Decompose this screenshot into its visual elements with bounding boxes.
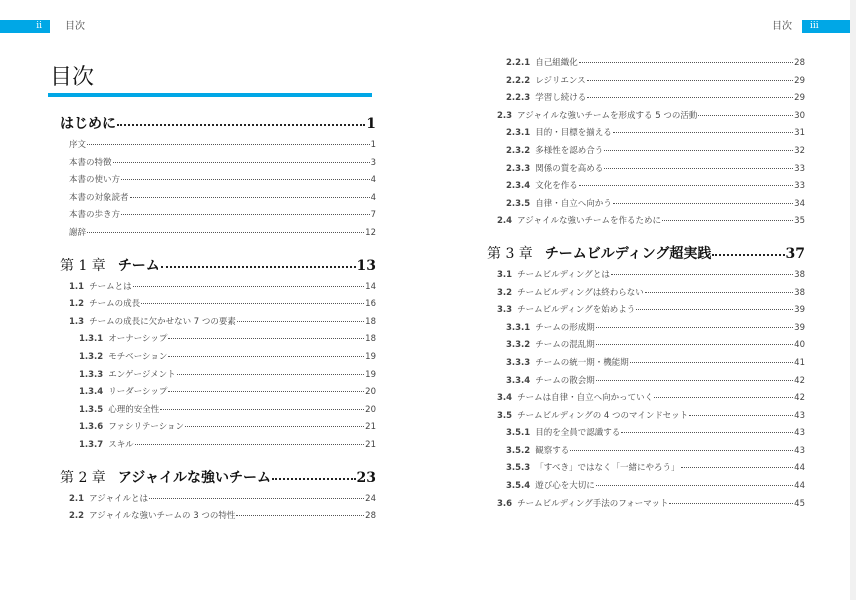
toc-entry[interactable] bbox=[487, 390, 805, 408]
entry-title: チームの統一期・機能期 bbox=[535, 357, 629, 368]
entry-title: 目的を全員で認識する bbox=[535, 428, 621, 439]
toc-entry[interactable] bbox=[60, 508, 376, 526]
toc-entry[interactable] bbox=[487, 213, 805, 231]
page-number: 18 bbox=[365, 316, 376, 327]
entry-title: リーダーシップ bbox=[108, 387, 168, 398]
section-number: 3.5.1 bbox=[506, 428, 531, 439]
dot-leader bbox=[621, 432, 793, 433]
dot-leader bbox=[160, 409, 364, 410]
page-number: 28 bbox=[794, 58, 805, 68]
page-number: 4 bbox=[370, 192, 376, 203]
toc-list bbox=[487, 55, 805, 513]
section-number: 2.3.5 bbox=[506, 198, 531, 209]
entry-title: チームの散会期 bbox=[535, 375, 595, 386]
dot-leader bbox=[681, 467, 794, 468]
running-head: 目次 bbox=[65, 21, 85, 32]
section-number: 1.2 bbox=[69, 299, 85, 310]
entry-title: はじめに bbox=[60, 116, 116, 132]
page-number: 21 bbox=[365, 439, 376, 450]
dot-leader bbox=[579, 185, 793, 186]
toc-entry[interactable] bbox=[60, 367, 376, 385]
dot-leader bbox=[117, 124, 365, 126]
toc-list bbox=[60, 113, 376, 526]
page-number: 43 bbox=[794, 445, 805, 456]
entry-title: 本書の歩き方 bbox=[69, 210, 121, 221]
section-number: 3.1 bbox=[497, 269, 513, 280]
entry-title: スキル bbox=[108, 439, 134, 450]
entry-title: 目的・目標を揃える bbox=[535, 128, 612, 139]
entry-title: チームの形成期 bbox=[535, 322, 595, 333]
page-number: 19 bbox=[365, 351, 376, 362]
page-number-band: ii bbox=[0, 20, 50, 33]
page-edge bbox=[850, 0, 856, 600]
entry-title: オーナーシップ bbox=[108, 334, 168, 345]
page-number: 39 bbox=[794, 305, 805, 316]
toc-entry[interactable] bbox=[487, 285, 805, 303]
page-number: 33 bbox=[794, 181, 805, 192]
dot-leader bbox=[141, 303, 364, 304]
toc-entry[interactable] bbox=[487, 478, 805, 496]
toc-chapter-entry[interactable] bbox=[487, 243, 805, 265]
dot-leader bbox=[272, 478, 356, 480]
dot-leader bbox=[87, 232, 364, 233]
toc-entry[interactable] bbox=[487, 267, 805, 285]
page-number: 30 bbox=[794, 110, 805, 121]
dot-leader bbox=[237, 321, 364, 322]
dot-leader bbox=[662, 220, 793, 221]
entry-title: チームビルディング超実践 bbox=[544, 245, 712, 262]
page-number-band: iii bbox=[802, 20, 850, 33]
entry-title: アジャイルな強いチームを形成する 5 つの活動 bbox=[517, 110, 698, 121]
dot-leader bbox=[121, 179, 370, 180]
section-number: 2.3.1 bbox=[506, 128, 531, 139]
section-number: 2.1 bbox=[69, 493, 85, 504]
toc-entry[interactable] bbox=[487, 460, 805, 478]
dot-leader bbox=[596, 327, 793, 328]
toc-entry[interactable] bbox=[487, 125, 805, 143]
entry-title: チーム bbox=[117, 257, 160, 274]
toc-entry[interactable] bbox=[487, 73, 805, 91]
toc-entry[interactable] bbox=[487, 143, 805, 161]
toc-chapter-entry[interactable] bbox=[60, 255, 376, 277]
page-number: 40 bbox=[794, 340, 805, 351]
dot-leader bbox=[596, 485, 793, 486]
dot-leader bbox=[133, 286, 365, 287]
section-number: 1.1 bbox=[69, 281, 85, 292]
section-number: 2.3 bbox=[497, 110, 513, 121]
section-number: 3.6 bbox=[497, 498, 513, 509]
entry-title: チームとは bbox=[89, 281, 132, 292]
entry-title: 「すべき」ではなく「一緒にやろう」 bbox=[535, 463, 680, 474]
page-number: 39 bbox=[794, 322, 805, 333]
toc-entry[interactable] bbox=[487, 337, 805, 355]
dot-leader bbox=[121, 214, 370, 215]
toc-entry[interactable] bbox=[60, 384, 376, 402]
entry-title: チームビルディングとは bbox=[517, 269, 610, 280]
entry-title: アジャイルとは bbox=[89, 493, 149, 504]
page-number: 16 bbox=[365, 299, 376, 310]
page-number: 44 bbox=[794, 463, 805, 474]
toc-entry[interactable] bbox=[487, 320, 805, 338]
dot-leader bbox=[596, 344, 793, 345]
section-number: 3.3 bbox=[497, 305, 513, 316]
section-number: 2.3.2 bbox=[506, 145, 531, 156]
page-number: 44 bbox=[794, 481, 805, 492]
toc-entry[interactable] bbox=[60, 296, 376, 314]
page-number: 1 bbox=[370, 140, 376, 150]
dot-leader bbox=[168, 356, 364, 357]
page-number: 35 bbox=[794, 216, 805, 227]
page-number: 34 bbox=[794, 198, 805, 209]
page-number: 33 bbox=[794, 163, 805, 174]
page-number: 38 bbox=[794, 287, 805, 298]
chapter-label: 第 3 章 bbox=[487, 245, 533, 262]
dot-leader bbox=[113, 162, 370, 163]
toc-entry[interactable] bbox=[487, 443, 805, 461]
section-number: 3.3.3 bbox=[506, 357, 531, 368]
toc-entry[interactable] bbox=[60, 279, 376, 297]
section-number: 1.3.3 bbox=[79, 369, 104, 380]
page-number: 28 bbox=[365, 511, 376, 522]
dot-leader bbox=[587, 80, 794, 81]
page-number: 43 bbox=[794, 428, 805, 439]
toc-entry[interactable] bbox=[487, 90, 805, 108]
entry-title: エンゲージメント bbox=[108, 369, 176, 380]
section-number: 1.3.2 bbox=[79, 351, 104, 362]
page-number: 4 bbox=[370, 175, 376, 186]
chapter-label: 第 2 章 bbox=[60, 469, 106, 486]
section-number: 3.3.4 bbox=[506, 375, 531, 386]
section-number: 3.3.1 bbox=[506, 322, 531, 333]
entry-title: 多様性を認め合う bbox=[535, 145, 604, 156]
title-underline bbox=[48, 93, 372, 97]
entry-title: チームの混乱期 bbox=[535, 340, 595, 351]
entry-title: ファシリテーション bbox=[108, 422, 185, 433]
section-number: 2.2.2 bbox=[506, 75, 531, 86]
entry-title: 遊び心を大切に bbox=[535, 481, 595, 492]
entry-title: チームビルディングを始めよう bbox=[517, 305, 636, 316]
toc-entry[interactable] bbox=[60, 437, 376, 455]
section-number: 1.3 bbox=[69, 316, 85, 327]
dot-leader bbox=[579, 62, 793, 63]
toc-entry[interactable] bbox=[487, 196, 805, 214]
section-number: 1.3.7 bbox=[79, 439, 104, 450]
dot-leader bbox=[168, 338, 364, 339]
dot-leader bbox=[604, 150, 793, 151]
section-number: 3.2 bbox=[497, 287, 513, 298]
entry-title: 文化を作る bbox=[535, 181, 578, 192]
dot-leader bbox=[689, 415, 793, 416]
toc-entry[interactable] bbox=[487, 496, 805, 514]
toc-entry[interactable] bbox=[60, 172, 376, 190]
page-number: 1 bbox=[366, 116, 376, 132]
toc-entry[interactable] bbox=[487, 408, 805, 426]
toc-chapter-entry[interactable] bbox=[60, 467, 376, 489]
toc-chapter-entry[interactable] bbox=[60, 113, 376, 135]
page-number: 45 bbox=[794, 498, 805, 509]
dot-leader bbox=[177, 374, 365, 375]
section-number: 3.5 bbox=[497, 410, 513, 421]
section-number: 2.2.3 bbox=[506, 93, 531, 104]
toc-entry[interactable] bbox=[487, 373, 805, 391]
dot-leader bbox=[630, 362, 793, 363]
toc-entry[interactable] bbox=[60, 155, 376, 173]
dot-leader bbox=[135, 444, 365, 445]
page-number: 42 bbox=[794, 393, 805, 404]
section-number: 1.3.4 bbox=[79, 387, 104, 398]
entry-title: レジリエンス bbox=[535, 75, 586, 86]
entry-title: チームビルディングの 4 つのマインドセット bbox=[517, 410, 689, 421]
toc-entry[interactable] bbox=[60, 314, 376, 332]
entry-title: 学習し続ける bbox=[535, 93, 587, 104]
page-number: 3 bbox=[370, 157, 376, 168]
dot-leader bbox=[596, 380, 793, 381]
entry-title: 観察する bbox=[535, 445, 570, 456]
toc-entry[interactable] bbox=[487, 161, 805, 179]
dot-leader bbox=[613, 132, 793, 133]
dot-leader bbox=[636, 309, 793, 310]
page-number: 37 bbox=[785, 245, 805, 262]
running-head: 目次 bbox=[772, 21, 792, 32]
dot-leader bbox=[87, 144, 370, 145]
dot-leader bbox=[669, 503, 793, 504]
dot-leader bbox=[161, 266, 356, 268]
page-number: 14 bbox=[365, 281, 376, 292]
right-page bbox=[428, 0, 856, 600]
dot-leader bbox=[698, 115, 793, 116]
toc-entry[interactable] bbox=[60, 491, 376, 509]
entry-title: アジャイルな強いチーム bbox=[117, 469, 271, 486]
section-number: 2.3.3 bbox=[506, 163, 531, 174]
entry-title: チームの成長に欠かせない 7 つの要素 bbox=[89, 316, 236, 327]
entry-title: 心理的安全性 bbox=[108, 404, 160, 415]
page-title: 目次 bbox=[50, 65, 95, 90]
toc-entry[interactable] bbox=[60, 190, 376, 208]
section-number: 2.2.1 bbox=[506, 58, 531, 68]
section-number: 3.5.3 bbox=[506, 463, 531, 474]
toc-entry[interactable] bbox=[487, 178, 805, 196]
page-number: 29 bbox=[794, 75, 805, 86]
entry-title: チームの成長 bbox=[89, 299, 141, 310]
section-number: 2.2 bbox=[69, 511, 85, 522]
page-number: 42 bbox=[794, 375, 805, 386]
section-number: 2.3.4 bbox=[506, 181, 531, 192]
entry-title: 本書の対象読者 bbox=[69, 192, 129, 203]
page-number: 41 bbox=[794, 357, 805, 368]
page-number: 24 bbox=[365, 493, 376, 504]
page-number: 13 bbox=[356, 257, 376, 274]
dot-leader bbox=[613, 203, 793, 204]
page-number: 43 bbox=[794, 410, 805, 421]
entry-title: 関係の質を高める bbox=[535, 163, 604, 174]
dot-leader bbox=[236, 515, 364, 516]
entry-title: 自律・自立へ向かう bbox=[535, 198, 612, 209]
section-number: 3.5.4 bbox=[506, 481, 531, 492]
section-number: 2.4 bbox=[497, 216, 513, 227]
dot-leader bbox=[645, 292, 793, 293]
entry-title: アジャイルな強いチームの 3 つの特性 bbox=[89, 511, 236, 522]
section-number: 3.4 bbox=[497, 393, 513, 404]
section-number: 3.5.2 bbox=[506, 445, 531, 456]
dot-leader bbox=[130, 197, 370, 198]
dot-leader bbox=[604, 168, 793, 169]
toc-entry[interactable] bbox=[60, 207, 376, 225]
entry-title: チームは自律・自立へ向かっていく bbox=[517, 393, 654, 404]
dot-leader bbox=[587, 97, 793, 98]
toc-entry[interactable] bbox=[487, 55, 805, 73]
page-number: 38 bbox=[794, 269, 805, 280]
dot-leader bbox=[185, 426, 364, 427]
page-number: 31 bbox=[794, 128, 805, 139]
dot-leader bbox=[712, 254, 784, 256]
entry-title: チームビルディング手法のフォーマット bbox=[517, 498, 669, 509]
page-number: 19 bbox=[365, 369, 376, 380]
entry-title: 自己組織化 bbox=[535, 58, 578, 68]
section-number: 3.3.2 bbox=[506, 340, 531, 351]
entry-title: 謝辞 bbox=[69, 227, 87, 238]
toc-entry[interactable] bbox=[60, 349, 376, 367]
entry-title: 本書の使い方 bbox=[69, 175, 121, 186]
page-number: 21 bbox=[365, 422, 376, 433]
page-number: 29 bbox=[794, 93, 805, 104]
page-number: 12 bbox=[365, 227, 376, 238]
entry-title: アジャイルな強いチームを作るために bbox=[517, 216, 662, 227]
section-number: 1.3.6 bbox=[79, 422, 104, 433]
dot-leader bbox=[168, 391, 364, 392]
page-number: 20 bbox=[365, 404, 376, 415]
dot-leader bbox=[611, 274, 793, 275]
dot-leader bbox=[654, 397, 793, 398]
entry-title: 本書の特徴 bbox=[69, 157, 112, 168]
toc-entry[interactable] bbox=[60, 402, 376, 420]
section-number: 1.3.5 bbox=[79, 404, 104, 415]
page-number: 23 bbox=[356, 469, 376, 486]
toc-entry[interactable] bbox=[487, 302, 805, 320]
entry-title: チームビルディングは終わらない bbox=[517, 287, 644, 298]
dot-leader bbox=[570, 450, 793, 451]
page-number: 20 bbox=[365, 387, 376, 398]
entry-title: モチベーション bbox=[108, 351, 168, 362]
page-number: 7 bbox=[370, 210, 376, 221]
entry-title: 序文 bbox=[69, 140, 87, 150]
page-number: 32 bbox=[794, 145, 805, 156]
page-number: 18 bbox=[365, 334, 376, 345]
toc-entry[interactable] bbox=[60, 419, 376, 437]
toc-entry[interactable] bbox=[60, 137, 376, 155]
toc-entry[interactable] bbox=[487, 425, 805, 443]
toc-entry[interactable] bbox=[487, 108, 805, 126]
toc-entry[interactable] bbox=[487, 355, 805, 373]
dot-leader bbox=[149, 498, 364, 499]
section-number: 1.3.1 bbox=[79, 334, 104, 345]
chapter-label: 第 1 章 bbox=[60, 257, 106, 274]
toc-entry[interactable] bbox=[60, 225, 376, 243]
toc-entry[interactable] bbox=[60, 331, 376, 349]
